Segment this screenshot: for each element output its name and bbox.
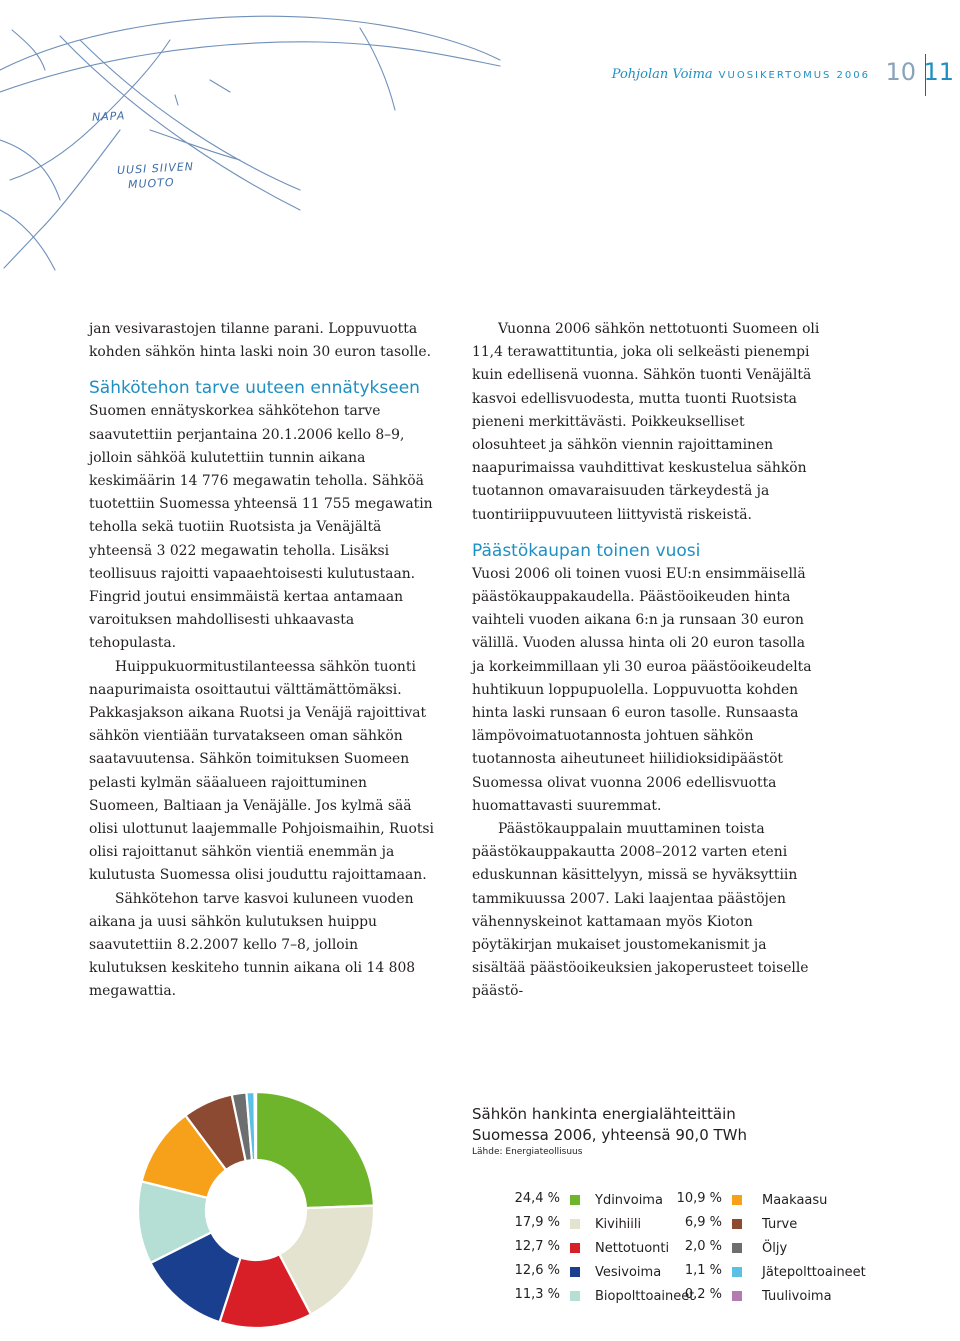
architectural-sketch — [0, 0, 520, 300]
legend-label: Nettotuonti — [595, 1241, 670, 1256]
legend-swatch — [732, 1219, 742, 1229]
page-number-left: 10 — [885, 58, 916, 86]
sketch-label-napa: NAPA — [91, 109, 126, 124]
legend-value: 0,2 % — [684, 1287, 722, 1302]
legend-value: 24,4 % — [514, 1191, 560, 1206]
sketch-label-uusi: UUSI SIIVEN — [116, 159, 195, 178]
right-column — [472, 318, 820, 1004]
left-column — [89, 318, 435, 1004]
legend-swatch — [732, 1195, 742, 1205]
legend-item — [650, 1284, 890, 1308]
left-paragraph-3: Huippukuormitustilanteessa sähkön tuonti naapurimaista osoittautui välttämättömäksi. Pakkasjakson aikana Ruotsi ja Venäjä rajoittivat sähkön vientiään turvatakseen oman sähkön saatavuutensa. Sähkön toimituksen Suomeen pelasti kylmän sääalueen rajoittuminen Suomeen, Baltiaan ja Venäjälle. Jos kylmä sää olisi ulottunut laajemmalle Pohjoismaihin, Ruotsi olisi rajoittanut sähkön vientiä enemmän ja kulutusta Suomessa olisi jouduttu rajoittamaan. — [89, 658, 434, 884]
legend-label: Tuulivoima — [762, 1289, 832, 1304]
header-brand — [612, 67, 870, 82]
chart-title-line-1: Sähkön hankinta energialähteittäin — [472, 1105, 736, 1123]
legend-value: 6,9 % — [684, 1215, 722, 1230]
legend-value: 2,0 % — [684, 1239, 722, 1254]
legend-label: Kivihiili — [595, 1217, 642, 1232]
legend-item — [650, 1188, 890, 1212]
pie-slice-tuulivoima — [255, 1092, 256, 1160]
left-paragraph-1: jan vesivarastojen tilanne parani. Loppuvuotta kohden sähkön hinta laski noin 30 euron tasolle. — [89, 321, 432, 361]
sketch-label-muoto: MUOTO — [127, 175, 175, 192]
right-paragraph-1: Vuonna 2006 sähkön nettotuonti Suomeen oli 11,4 terawattituntia, joka oli selkeästi pienempi kuin edellisenä vuonna. Sähkön tuonti Venäjältä kasvoi edellisvuodesta, mutta tuonti Ruotsista pieneni merkittävästi. Poikkeukselliset olosuhteet ja sähkön viennin rajoittaminen naapurimaissa vauhdittivat keskustelua sähkön tuotannon omavaraisuuden tärkeydestä ja tuontiriippuvuuteen liittyvistä riskeistä. — [472, 321, 820, 523]
legend-item — [650, 1212, 890, 1236]
legend-label: Maakaasu — [762, 1193, 828, 1208]
legend-label: Biopolttoaineet — [595, 1289, 695, 1304]
chart-source: Lähde: Energiateollisuus — [472, 1147, 583, 1157]
legend-swatch — [732, 1291, 742, 1301]
legend-value: 11,3 % — [514, 1287, 560, 1302]
chart-title-line-2: Suomessa 2006, yhteensä 90,0 TWh — [472, 1126, 748, 1144]
chart-legend-right — [650, 1188, 890, 1308]
legend-swatch — [570, 1243, 580, 1253]
legend-label: Öljy — [762, 1241, 788, 1256]
legend-label: Ydinvoima — [595, 1193, 663, 1208]
legend-value: 1,1 % — [684, 1263, 722, 1278]
legend-item — [650, 1236, 890, 1260]
left-paragraph-4: Sähkötehon tarve kasvoi kuluneen vuoden aikana ja uusi sähkön kulutuksen huippu saavutettiin 8.2.2007 kello 7–8, jolloin kulutuksen keskiteho tunnin aikana oli 14 808 megawattia. — [89, 890, 416, 1000]
legend-value: 17,9 % — [514, 1215, 560, 1230]
legend-swatch — [570, 1219, 580, 1229]
chart-title — [472, 1104, 747, 1146]
pie-chart — [138, 1090, 373, 1330]
pie-chart-container — [138, 1090, 373, 1330]
heading-peak-demand: Sähkötehon tarve uuteen ennätykseen — [89, 378, 420, 399]
right-paragraph-2: Vuosi 2006 oli toinen vuosi EU:n ensimmäisellä päästökauppakaudella. Päästöoikeuden hinta vaihteli vuoden aikana 6:n ja runsaan 30 euron välillä. Vuoden alussa hinta oli 20 euron tasolla ja korkeimmillaan yli 30 euroa päästöoikeudelta huhtikuun loppupuolella. Loppuvuotta kohden hinta laski runsaan 6 euron tasolle. Runsaasta lämpövoimatuotannosta johtuen sähkön tuotannosta aiheutuneet hiilidioksidipäästöt Suomessa olivat vuonna 2006 edellisvuotta huomattavasti suuremmat. — [472, 565, 812, 814]
running-header — [440, 58, 960, 94]
legend-swatch — [732, 1243, 742, 1253]
legend-item — [650, 1260, 890, 1284]
legend-swatch — [732, 1267, 742, 1277]
legend-label: Jätepolttoaineet — [762, 1265, 866, 1280]
pie-slice-ydinvoima — [256, 1092, 373, 1208]
legend-swatch — [570, 1195, 580, 1205]
page-number-right: 11 — [923, 58, 954, 86]
left-paragraph-2: Suomen ennätyskorkea sähkötehon tarve saavutettiin perjantaina 20.1.2006 kello 8–9, jolloin sähköä kulutettiin tunnin aikana keskimäärin 14 776 megawatin teholla. Sähköä tuotettiin Suomessa yhteensä 11 755 megawatin teholla sekä tuotiin Ruotsista ja Venäjältä yhteensä 3 022 megawatin teholla. Lisäksi teollisuus rajoitti vapaaehtoisesti kulutustaan. Fingrid joutui ensimmäistä kertaa antamaan varoituksen mahdollisesti uhkaavasta tehopulasta. — [89, 403, 433, 652]
legend-value: 12,6 % — [514, 1263, 560, 1278]
legend-label: Turve — [762, 1217, 798, 1232]
heading-emissions-trading: Päästökaupan toinen vuosi — [472, 540, 701, 561]
legend-label: Vesivoima — [595, 1265, 662, 1280]
legend-swatch — [570, 1291, 580, 1301]
report-name: VUOSIKERTOMUS 2006 — [718, 70, 870, 81]
right-paragraph-3: Päästökauppalain muuttaminen toista päästökauppakautta 2008–2012 varten eteni eduskunnan käsittelyyn, missä se hyväksyttiin tammikuussa 2007. Laki laajentaa päästöjen vähennyskeinot kattamaan myös Kioton pöytäkirjan mukaiset joustomekanismit ja sisältää päästöoikeuksien jakoperusteet toiselle päästö- — [472, 821, 809, 1000]
legend-swatch — [570, 1267, 580, 1277]
legend-value: 10,9 % — [676, 1191, 722, 1206]
legend-value: 12,7 % — [514, 1239, 560, 1254]
brand-name: Pohjolan Voima — [611, 67, 713, 82]
